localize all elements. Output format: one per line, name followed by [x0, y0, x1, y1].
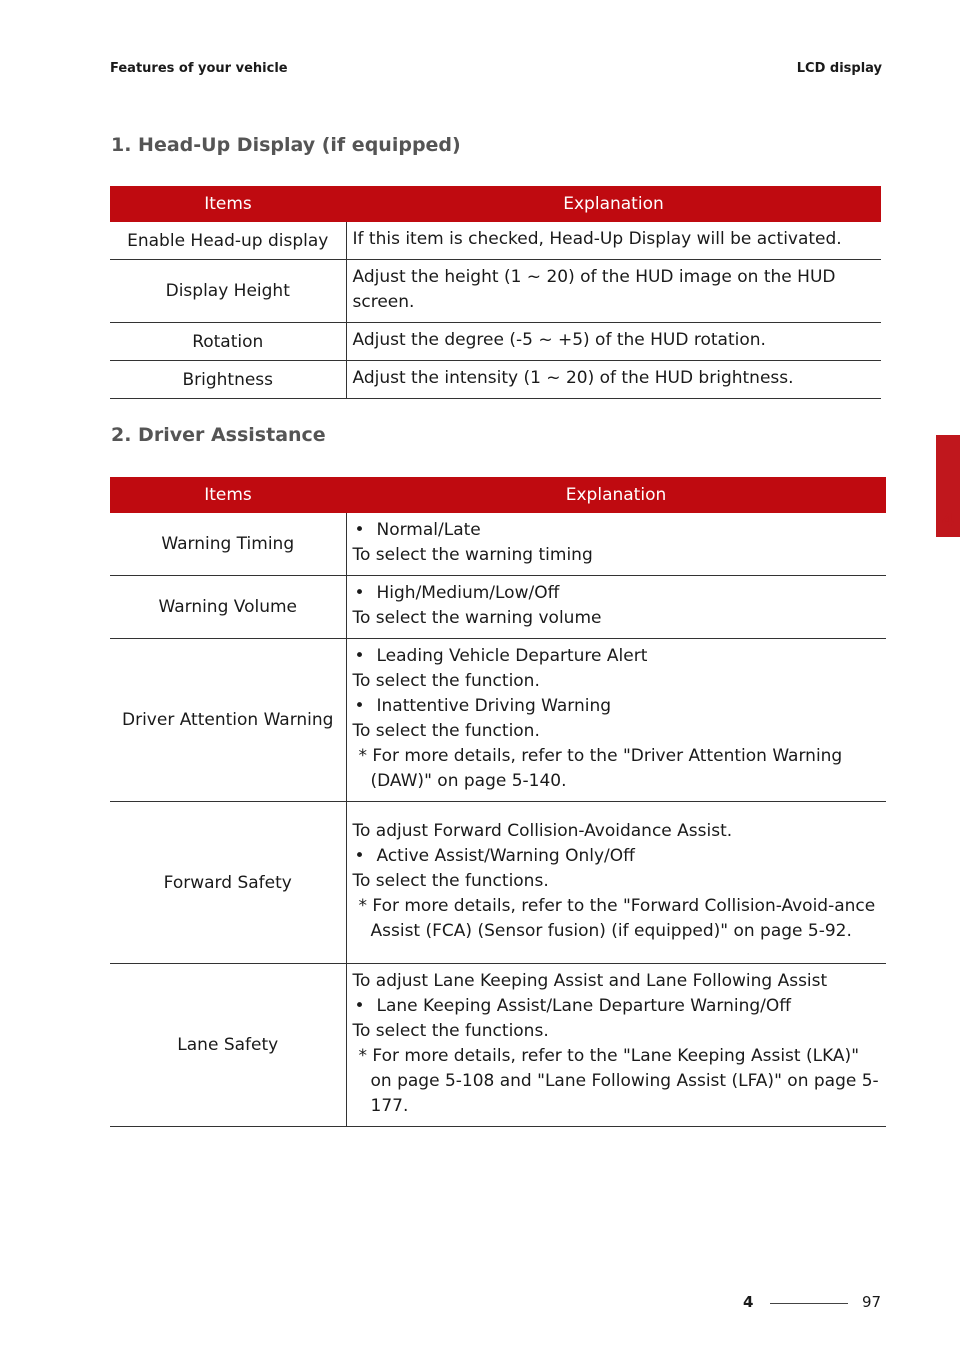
footer-divider	[770, 1303, 848, 1304]
footer-chapter-number: 4	[743, 1293, 754, 1311]
explanation-line: To adjust Forward Collision-Avoidance Assist.	[352, 821, 733, 841]
column-header-items: Items	[110, 477, 346, 513]
item-cell: Warning Volume	[110, 576, 346, 639]
explanation-line: Adjust the degree (-5 ~ +5) of the HUD rotation.	[352, 330, 766, 350]
chapter-tab-number: 4	[942, 510, 955, 531]
explanation-line: To select the warning timing	[352, 545, 593, 565]
item-cell: Driver Attention Warning	[110, 639, 346, 802]
running-header-topic: LCD display	[796, 61, 882, 76]
bullet-line: • Active Assist/Warning Only/Off	[353, 844, 883, 869]
explanation-cell	[346, 576, 886, 639]
item-cell: Forward Safety	[110, 802, 346, 964]
column-header-explanation: Explanation	[346, 186, 881, 222]
bullet-line: • Inattentive Driving Warning	[353, 694, 883, 719]
explanation-cell	[346, 513, 886, 576]
table-row	[110, 323, 881, 361]
table-header-row	[110, 477, 886, 513]
item-cell: Display Height	[110, 260, 346, 323]
explanation-line: Adjust the height (1 ~ 20) of the HUD image on the HUD screen.	[352, 267, 836, 312]
table-row	[110, 513, 886, 576]
column-header-items: Items	[110, 186, 346, 222]
explanation-cell	[346, 260, 881, 323]
explanation-line: To select the function.	[352, 721, 540, 741]
item-cell: Enable Head-up display	[110, 222, 346, 260]
explanation-cell	[346, 323, 881, 361]
reference-note: * For more details, refer to the "Driver Attention Warning (DAW)" on page 5-140.	[358, 746, 843, 791]
table-row	[110, 802, 886, 964]
explanation-cell	[346, 222, 881, 260]
explanation-line: Adjust the intensity (1 ~ 20) of the HUD brightness.	[352, 368, 794, 388]
table-row	[110, 576, 886, 639]
running-header-section: Features of your vehicle	[110, 61, 288, 76]
explanation-cell	[346, 964, 886, 1127]
explanation-line: To select the function.	[352, 671, 540, 691]
bullet-line: • Normal/Late	[353, 518, 883, 543]
bullet-line: • Lane Keeping Assist/Lane Departure Warning/Off	[353, 994, 883, 1019]
explanation-cell	[346, 639, 886, 802]
item-cell: Warning Timing	[110, 513, 346, 576]
reference-note: * For more details, refer to the "Forward Collision-Avoid-ance Assist (FCA) (Sensor fusion) (if equipped)" on page 5-92.	[358, 896, 876, 941]
item-cell: Rotation	[110, 323, 346, 361]
explanation-line: To select the functions.	[352, 871, 549, 891]
column-header-explanation: Explanation	[346, 477, 886, 513]
reference-note: * For more details, refer to the "Lane Keeping Assist (LKA)" on page 5-108 and "Lane Following Assist (LFA)" on page 5-177.	[358, 1046, 879, 1116]
explanation-line: To adjust Lane Keeping Assist and Lane Following Assist	[352, 971, 828, 991]
table-row	[110, 639, 886, 802]
table-header-row	[110, 186, 881, 222]
bullet-line: • Leading Vehicle Departure Alert	[353, 644, 883, 669]
section-title-hud: 1. Head-Up Display (if equipped)	[111, 134, 461, 156]
section-title-driver-assistance: 2. Driver Assistance	[111, 424, 326, 446]
explanation-line: To select the warning volume	[352, 608, 602, 628]
hud-settings-table	[110, 186, 881, 399]
driver-assistance-table	[110, 477, 886, 1127]
explanation-line: To select the functions.	[352, 1021, 549, 1041]
item-cell: Lane Safety	[110, 964, 346, 1127]
explanation-line: If this item is checked, Head-Up Display will be activated.	[352, 229, 842, 249]
table-row	[110, 222, 881, 260]
item-cell: Brightness	[110, 361, 346, 399]
table-row	[110, 361, 881, 399]
table-row	[110, 260, 881, 323]
bullet-line: • High/Medium/Low/Off	[353, 581, 883, 606]
footer-page-number: 97	[862, 1293, 882, 1311]
explanation-cell	[346, 802, 886, 964]
table-row	[110, 964, 886, 1127]
explanation-cell	[346, 361, 881, 399]
